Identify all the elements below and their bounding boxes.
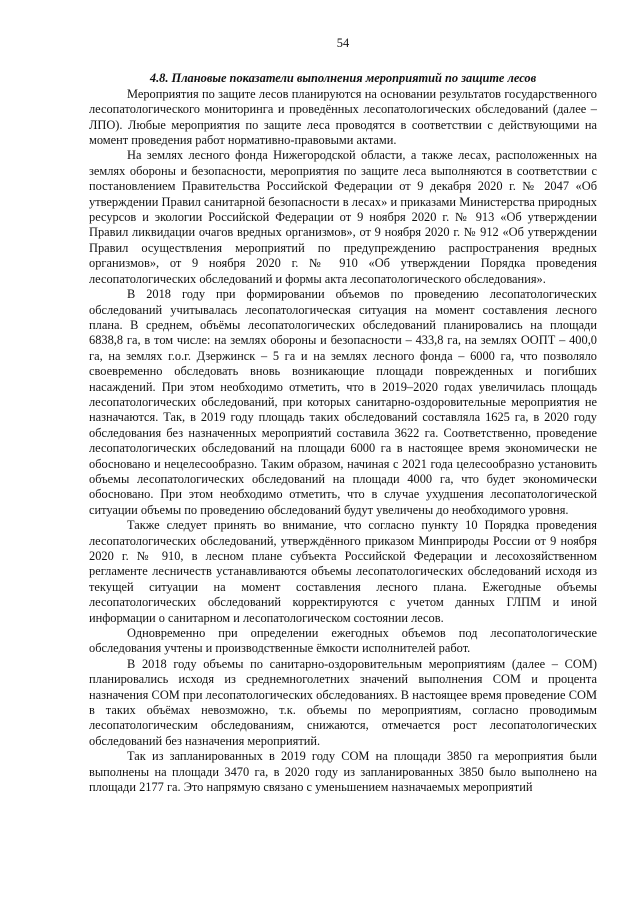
section-heading: 4.8. Плановые показатели выполнения мероприятий по защите лесов xyxy=(149,71,537,86)
paragraph: В 2018 году при формировании объемов по проведению лесопатологических обследований учитывалась лесопатологическая ситуация на момент составления лесного плана. В среднем, объёмы лесопатологических обследований планировались на площади 6838,8 га, в том числе: на землях обороны и безопасности – 433,8 га, на землях ООПТ – 400,0 га, на землях г.о.г. Дзержинск – 5 га и на землях лесного фонда – 6000 га, что позволяло своевременно обследовать вновь возникающие площади поврежденных и погибших насаждений. При этом необходимо отметить, что в 2019–2020 годах увеличилась площадь лесопатологических обследований, при которых санитарно-оздоровительные мероприятия не назначаются. Так, в 2019 году площадь таких обследований составляла 1625 га, в 2020 году обследования без назначенных мероприятий составила 3622 га. Соответственно, проведение лесопатологических обследований на площади 6000 га в настоящее время экономически не обосновано и нецелесообразно. Таким образом, начиная с 2021 года целесообразно установить объемы лесопатологических обследований на площади 4000 га, что будет экономически обосновано. При этом необходимо отметить, что в случае ухудшения лесопатологической ситуации объемы по проведению обследований будут увеличены до необходимого уровня. xyxy=(89,287,597,517)
page-number: 54 xyxy=(336,36,350,50)
paragraph: Мероприятия по защите лесов планируются на основании результатов государственного лесопатологического мониторинга и проведённых лесопатологических обследований (далее – ЛПО). Любые мероприятия по защите леса проводятся в соответствии с действующими на момент проведения работ нормативно-правовыми актами. xyxy=(89,86,597,148)
paragraph: На землях лесного фонда Нижегородской области, а также лесах, расположенных на землях обороны и безопасности, мероприятия по защите леса выполняются в соответствии с постановлением Правительства Российской Федерации от 9 декабря 2020 г. № 2047 «Об утверждении Правил санитарной безопасности в лесах» и приказами Министерства природных ресурсов и экологии Российской Федерации от 9 ноября 2020 г. № 913 «Об утверждении Правил ликвидации очагов вредных организмов», от 9 ноября 2020 г. № 912 «Об утверждении Правил осуществления мероприятий по предупреждению распространения вредных организмов», от 9 ноября 2020 г. № 910 «Об утверждении Порядка проведения лесопатологических обследований и формы акта лесопатологического обследования». xyxy=(89,148,597,286)
paragraph: Также следует принять во внимание, что согласно пункту 10 Порядка проведения лесопатологических обследований, утверждённого приказом Минприроды России от 9 ноября 2020 г. № 910, в лесном плане субъекта Российской Федерации и лесохозяйственном регламенте лесничеств устанавливаются объемы лесопатологических обследований исходя из текущей ситуации на момент составления лесного плана. Ежегодные объемы лесопатологических обследований корректируются с учетом данных ГЛПМ и иной информации о санитарном и лесопатологическом состоянии лесов. xyxy=(89,518,597,625)
paragraph: Так из запланированных в 2019 году СОМ на площади 3850 га мероприятия были выполнены на площади 3470 га, в 2020 году из запланированных 3850 было выполнено на площади 2177 га. Это напрямую связано с уменьшением назначаемых мероприятий xyxy=(89,749,597,795)
paragraph: В 2018 году объемы по санитарно-оздоровительным мероприятиям (далее – СОМ) планировались исходя из среднемноголетних значений выполнения СОМ и процента назначения СОМ при лесопатологических обследованиях. В настоящее время проведение СОМ в таких объёмах невозможно, т.к. объемы по мероприятиям, согласно проводимым лесопатологическим обследованиям, снижаются, отмечается рост лесопатологических обследований без назначения мероприятий. xyxy=(89,656,597,748)
paragraph: Одновременно при определении ежегодных объемов под лесопатологические обследования учтены и производственные ёмкости исполнителей работ. xyxy=(89,626,597,656)
document-page xyxy=(89,36,597,796)
